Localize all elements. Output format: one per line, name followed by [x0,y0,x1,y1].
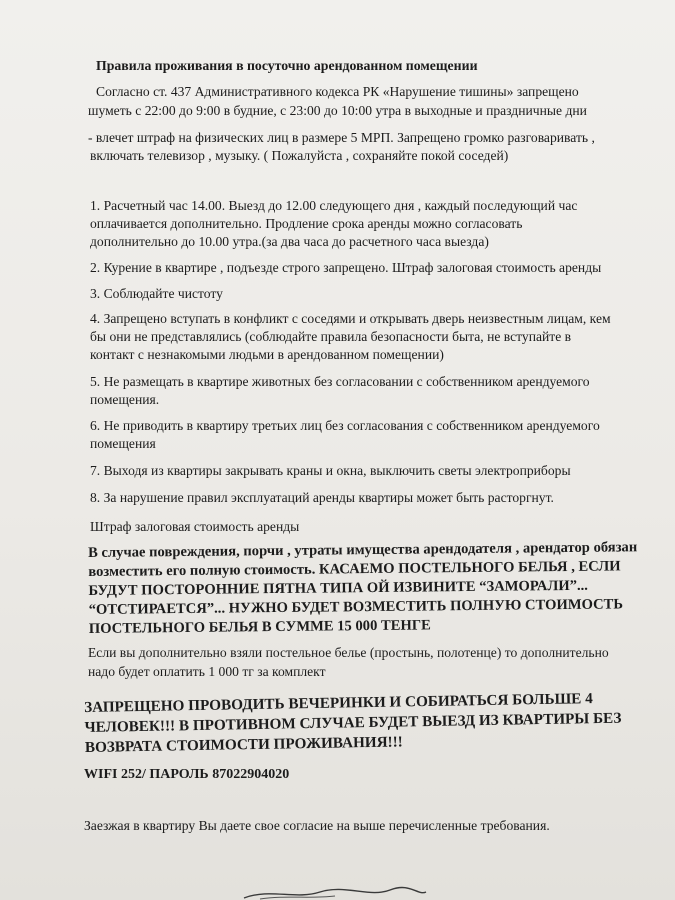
rule-6-line-1: 6. Не приводить в квартиру третьих лиц без согласования с собственником арендуемого [90,418,600,433]
linen-line-2: надо будет оплатить 1 000 тг за комплект [88,664,326,679]
damage-line-4: “ОТСТИРАЕТСЯ”... НУЖНО БУДЕТ ВОЗМЕСТИТЬ ПОЛНУЮ СТОИМОСТЬ [88,596,624,618]
rule-1-line-1: 1. Расчетный час 14.00. Выезд до 12.00 следующего дня , каждый последующий час [90,198,578,213]
rule-1-line-3: дополнительно до 10.00 утра.(за два часа до расчетного часа выезда) [90,234,489,249]
rule-1-line-2: оплачивается дополнительно. Продление срока аренды можно согласовать [90,216,523,231]
rule-4-line-3: контакт с незнакомыми людьми в арендованном помещении) [90,347,444,362]
fine-deposit: Штраф залоговая стоимость аренды [90,519,300,534]
rule-3: 3. Соблюдайте чистоту [90,286,223,301]
party-line-3: ВОЗВРАТА СТОИМОСТИ ПРОЖИВАНИЯ!!! [84,733,403,756]
rule-8: 8. За нарушение правил эксплуатаций аренды квартиры может быть расторгнут. [90,490,554,505]
damage-line-3: БУДУТ ПОСТОРОННИЕ ПЯТНА ТИПА ОЙ ИЗВИНИТЕ “ЗАМОРАЛИ”... [88,577,588,599]
damage-line-1: В случае повреждения, порчи , утраты имущества арендодателя , арендатор обязан [88,539,638,561]
intro-line-2: шуметь с 22:00 до 9:00 в будние, с 23:00 до 10:00 утра в выходные и праздничные дни [88,103,587,118]
document-title: Правила проживания в посуточно арендованном помещении [96,58,478,73]
rule-4-line-2: бы они не представлялись (соблюдайте правила безопасности быта, не вступайте в [90,329,572,344]
rule-4-line-1: 4. Запрещено вступать в конфликт с соседями и открывать дверь неизвестным лицам, кем [90,311,611,326]
damage-line-5: ПОСТЕЛЬНОГО БЕЛЬЯ В СУММЕ 15 000 ТЕНГЕ [88,617,431,637]
intro-line-1: Согласно ст. 437 Административного кодекса РК «Нарушение тишины» запрещено [96,84,579,99]
party-line-1: ЗАПРЕЩЕНО ПРОВОДИТЬ ВЕЧЕРИНКИ И СОБИРАТЬСЯ БОЛЬШЕ 4 [84,690,593,716]
rule-5-line-2: помещения. [90,392,160,407]
rule-6-line-2: помещения [90,436,156,451]
consent-statement: Заезжая в квартиру Вы даете свое согласие на выше перечисленные требования. [84,818,550,833]
fine-line-1: - влечет штраф на физических лиц в размере 5 МРП. Запрещено громко разговаривать , [88,130,595,145]
signature-scribble [240,886,430,900]
rule-7: 7. Выходя из квартиры закрывать краны и окна, выключить светы электроприборы [90,463,571,478]
party-line-2: ЧЕЛОВЕК!!! В ПРОТИВНОМ СЛУЧАЕ БУДЕТ ВЫЕЗД ИЗ КВАРТИРЫ БЕЗ [84,709,622,736]
linen-line-1: Если вы дополнительно взяли постельное белье (простынь, полотенце) то дополнительно [88,645,609,660]
rule-2: 2. Курение в квартире , подъезде строго запрещено. Штраф залоговая стоимость аренды [90,260,602,275]
wifi-info: WIFI 252/ ПАРОЛЬ 87022904020 [84,767,290,782]
fine-line-2: включать телевизор , музыку. ( Пожалуйста , сохраняйте покой соседей) [90,148,509,163]
damage-line-2: возместить его полную стоимость. КАСАЕМО ПОСТЕЛЬНОГО БЕЛЬЯ , ЕСЛИ [88,558,621,580]
rule-5-line-1: 5. Не размещать в квартире животных без согласовании с собственником арендуемого [90,374,590,389]
